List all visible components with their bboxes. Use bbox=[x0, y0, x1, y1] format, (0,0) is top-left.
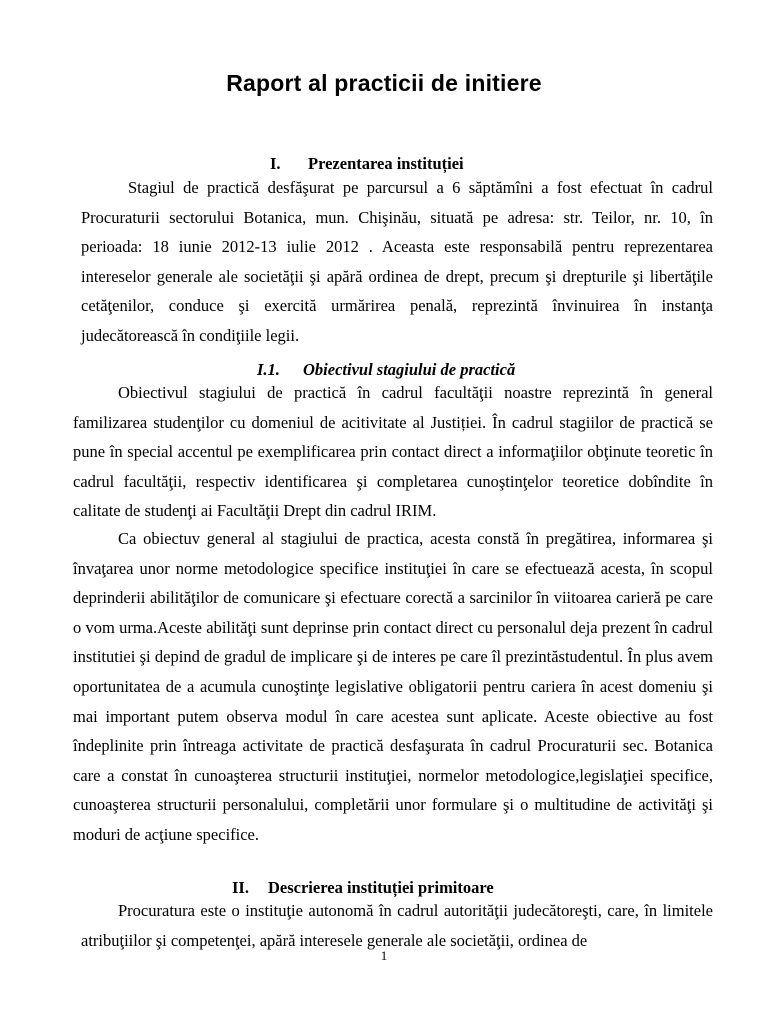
section-title: Descrierea instituției primitoare bbox=[268, 878, 494, 897]
section-number: II. bbox=[232, 878, 249, 897]
section-number: I. bbox=[270, 154, 281, 173]
page-number: 1 bbox=[380, 948, 388, 963]
document-title: Raport al practicii de initiere bbox=[226, 70, 542, 96]
paragraph-receiving-institution: Procuratura este o instituţie autonomă în cadrul autorităţii judecătoreşti, care, în limitele atribuţiilor şi competenţei, apără interesele generale ale societăţii, ordinea de bbox=[81, 901, 713, 950]
section-number: I.1. bbox=[257, 360, 280, 379]
paragraph-institution: Stagiul de practică desfăşurat pe parcursul a 6 săptămîni a fost efectuat în cadrul Procuraturii sectorului Botanica, mun. Chişinău, situată pe adresa: str. Teilor, nr. 10, în perioada: 18 iunie 2012-13 iulie 2012 . Aceasta este responsabilă pentru reprezentarea intereselor generale ale societăţii şi apără ordinea de drept, precum şi drepturile şi libertăţile cetăţenilor, conduce şi exercită urmărirea penală, reprezintă învinuirea în instanţa judecătorească în condiţiile legii. bbox=[81, 178, 713, 345]
section-heading-1-1 bbox=[257, 360, 515, 380]
section-heading-2 bbox=[232, 878, 494, 898]
paragraph-objective-1: Obiectivul stagiului de practică în cadrul facultăţii noastre reprezintă în general familizarea studenţilor cu domeniul de acitivitate al Justiției. În cadrul stagiilor de practică se pune în special accentul pe exemplificarea prin contact direct a informaţiilor obţinute teoretic în cadrul facultăţii, respectiv identificarea şi completarea cunoştinţelor teoretice dobîndite în calitate de studenţi ai Facultăţii Drept din cadrul IRIM. bbox=[73, 383, 713, 521]
section-title: Prezentarea instituției bbox=[308, 154, 464, 173]
paragraph-objective-2: Ca obiectuv general al stagiului de practica, acesta constă în pregătirea, informarea şi învaţarea unor norme metodologice specifice instituţiei în care se efectuează acesta, în scopul deprinderii abilităţilor de comunicare şi efectuare corectă a sarcinilor în viitoarea carieră pe care o vom urma.Aceste abilităţi sunt deprinse prin contact direct cu personalul deja prezent în cadrul institutiei şi depind de gradul de implicare şi de interes pe care îl prezintăstudentul. În plus avem oportunitatea de a acumula cunoştinţe legislative obligatorii pentru cariera în acest domeniu şi mai important putem observa modul în care acestea sunt aplicate. Aceste obiective au fost îndeplinite prin întreaga activitate de practică desfaşurata în cadrul Procuraturii sec. Botanica care a constat în cunoaşterea structurii instituţiei, normelor metodologice,legislaţiei specifice, cunoaşterea structurii personalului, completării unor formulare şi o multitudine de activităţi şi moduri de acţiune specifice. bbox=[73, 529, 713, 844]
section-heading-1 bbox=[270, 154, 464, 174]
section-title: Obiectivul stagiului de practică bbox=[303, 360, 516, 379]
